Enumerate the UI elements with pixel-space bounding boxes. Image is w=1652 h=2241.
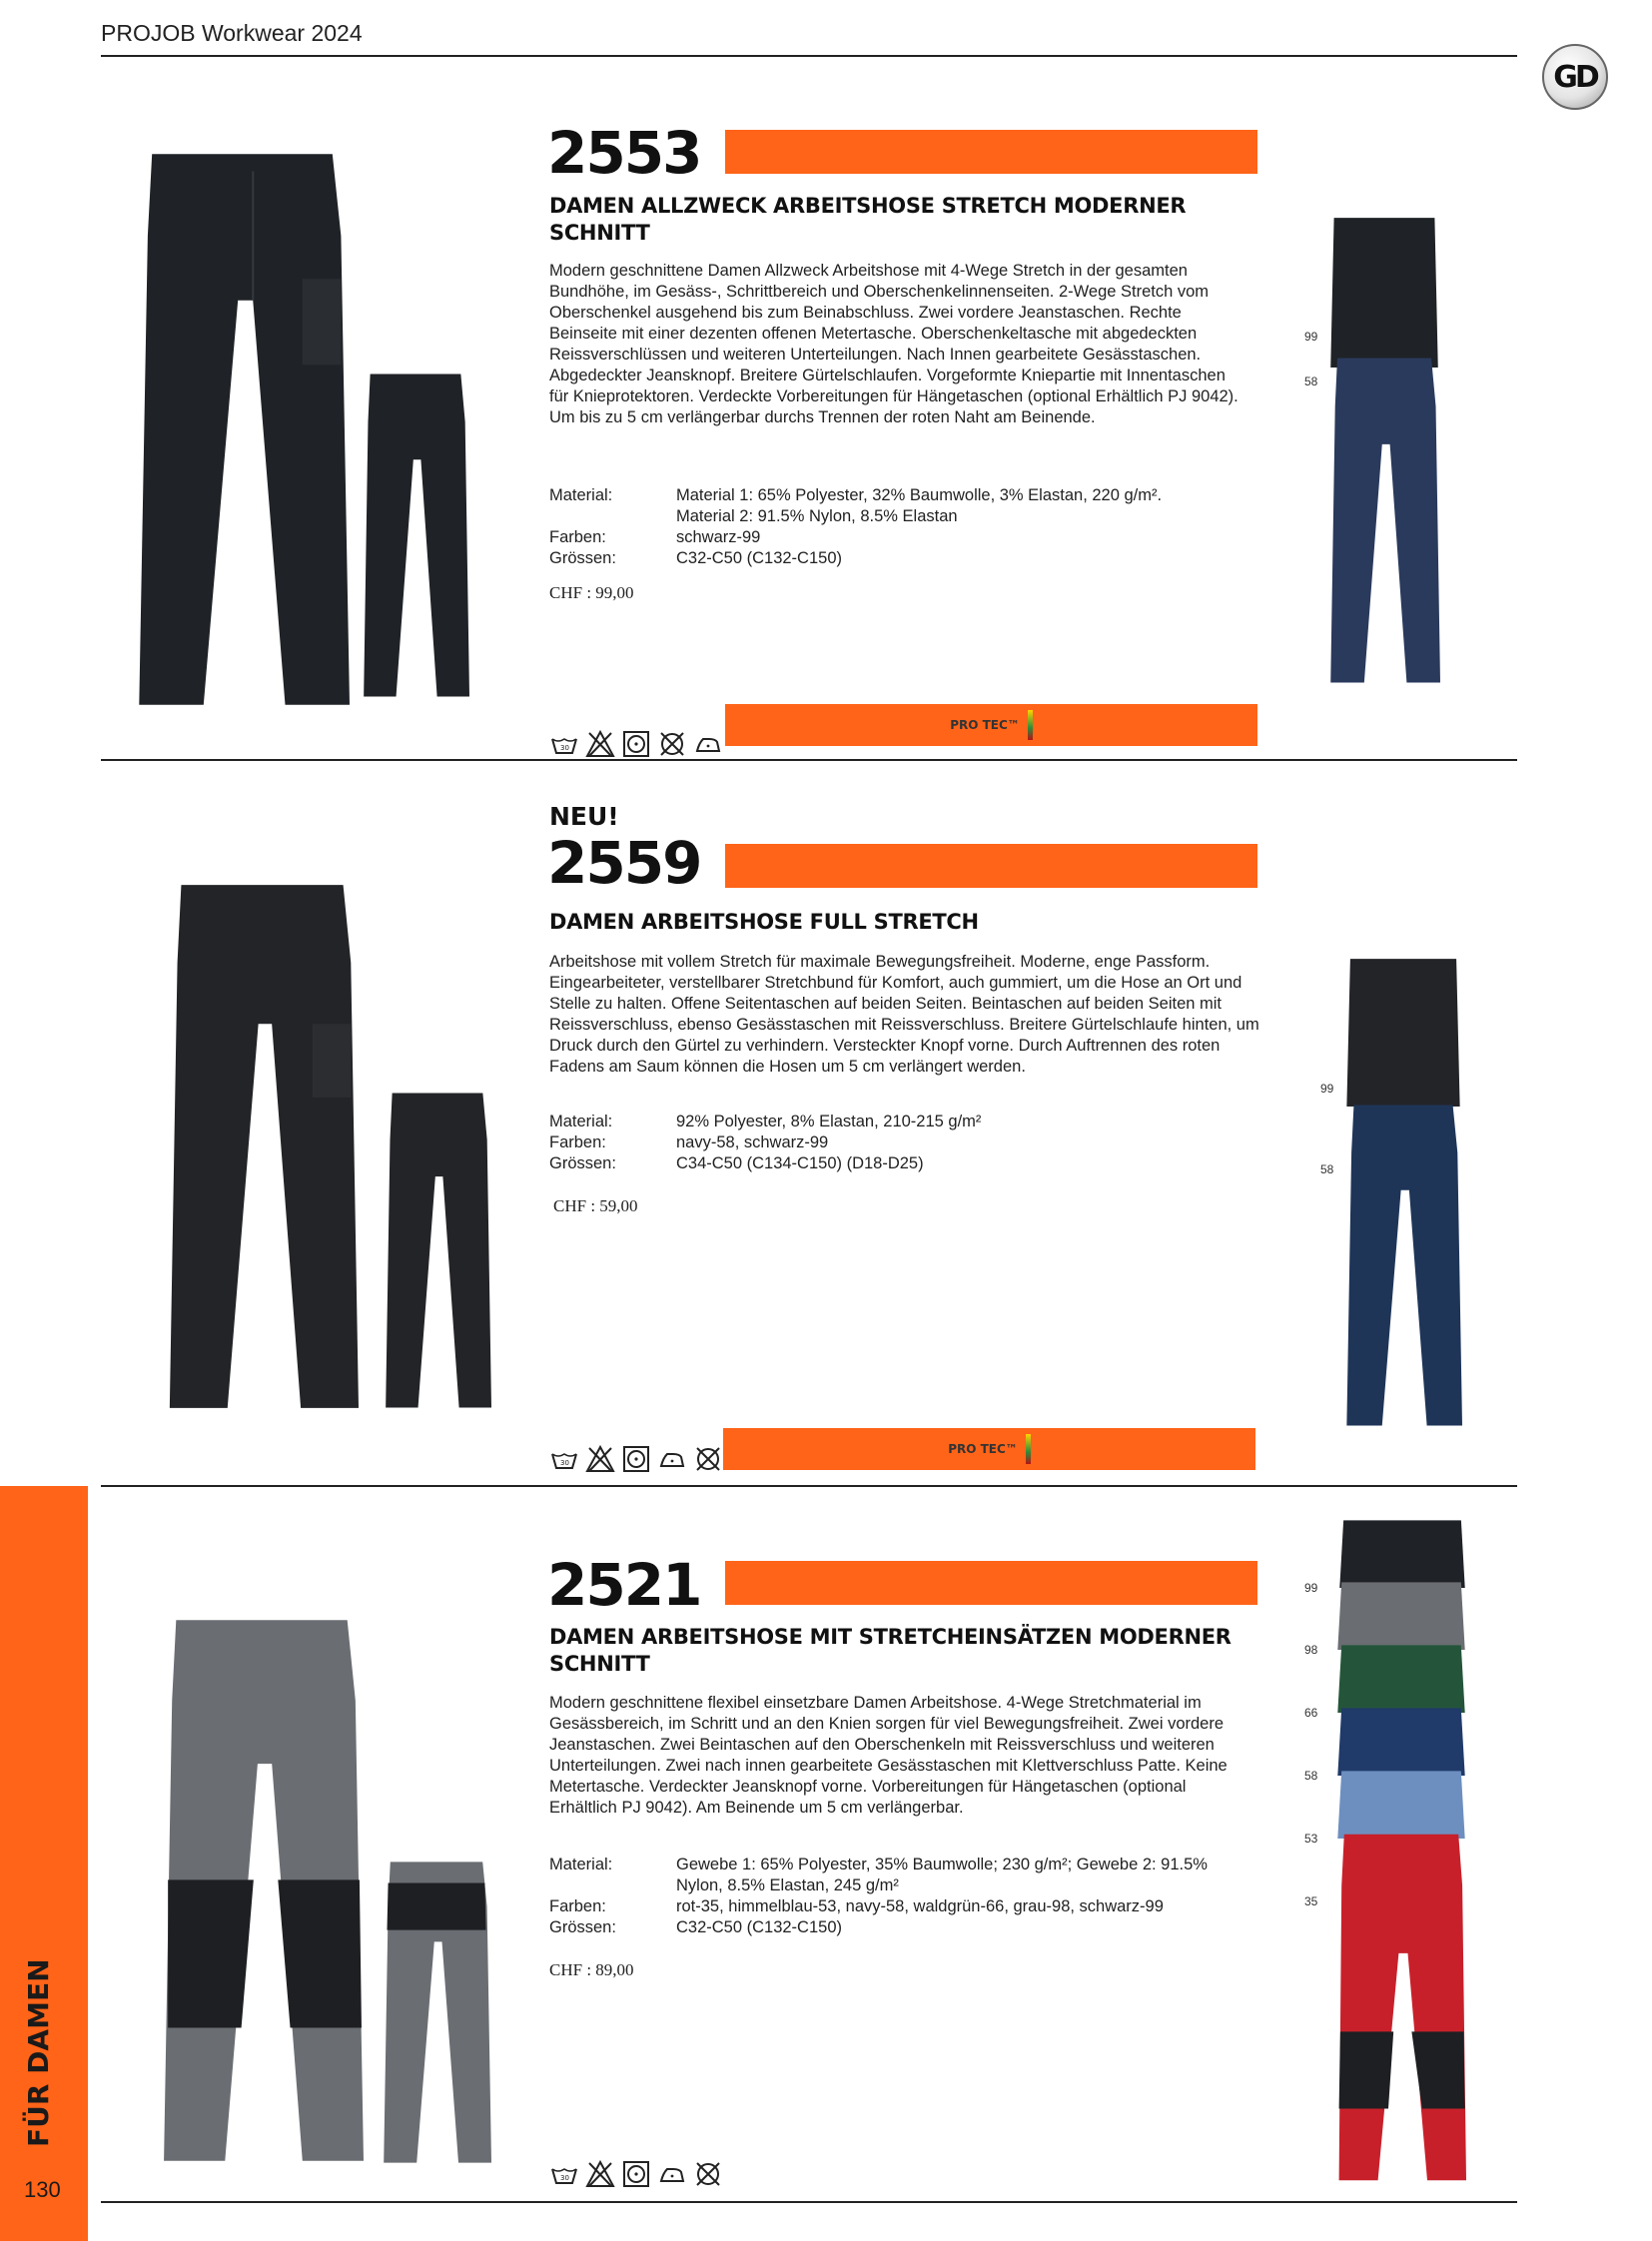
- spec-value: Material 1: 65% Polyester, 32% Baumwolle, 3% Elastan, 220 g/m².: [676, 486, 1163, 504]
- spec-row: [549, 485, 1236, 506]
- spec-row: [549, 1132, 1236, 1153]
- svg-text:30: 30: [560, 2174, 569, 2182]
- brand-logo: [1542, 44, 1608, 110]
- protec-brand-bar: [723, 1428, 1255, 1470]
- product-title: DAMEN ALLZWECK ARBEITSHOSE STRETCH MODERNER SCHNITT: [549, 194, 1187, 245]
- swatch-pant-skyblue: [1336, 1769, 1466, 1839]
- product-specs: [549, 1112, 1236, 1174]
- product-number-bar: [725, 844, 1257, 888]
- color-code: 99: [1304, 330, 1318, 344]
- brand-mark-icon: [1026, 1434, 1031, 1464]
- color-code: 98: [1304, 1643, 1318, 1657]
- spec-label: Farben:: [549, 1897, 606, 1915]
- spec-row: [549, 1153, 1236, 1174]
- spec-label: Farben:: [549, 1133, 606, 1151]
- logo-text: GD: [1553, 59, 1597, 95]
- color-code: 35: [1304, 1894, 1318, 1908]
- header-title: PROJOB Workwear 2024: [101, 20, 363, 46]
- wash-30-icon: [549, 2159, 579, 2189]
- spec-row: [549, 1896, 1236, 1917]
- spec-value: Gewebe 1: 65% Polyester, 35% Baumwolle; 230 g/m²; Gewebe 2: 91.5% Nylon, 8.5% Elastan, 245 g/m²: [676, 1856, 1208, 1894]
- swatch-pant-grey: [1336, 1580, 1466, 1650]
- section-divider: [101, 1485, 1517, 1487]
- spec-row: [549, 1855, 1236, 1896]
- spec-value: C32-C50 (C132-C150): [676, 1918, 842, 1936]
- iron-icon: [657, 1444, 687, 1474]
- spec-value: 92% Polyester, 8% Elastan, 210-215 g/m²: [676, 1113, 982, 1130]
- swatch-pant-navy: [1328, 356, 1440, 685]
- tumble-dry-icon: [621, 729, 651, 759]
- spec-row: [549, 1112, 1236, 1132]
- color-code: 53: [1304, 1832, 1318, 1846]
- product-description: Modern geschnittene flexibel einsetzbare Damen Arbeitshose. 4-Wege Stretchmaterial im Gesässbereich, im Schritt und an den Knien sorgen für viel Bewegungsfreiheit. Zwei vordere Jeanstaschen. Zwei Beintaschen auf den Oberschenkeln mit Reissverschluss und weiteren Unterteilungen. Zwei nach innen gearbeitete Gesässtaschen mit Klettverschluss Patte. Keine Metertasche. Verdeckter Jeansknopf vorne. Vorbereitungen für Hängetaschen (optional Erhältlich PJ 9042). Am Beinende um 5 cm verlängerbar.: [549, 1694, 1228, 1817]
- color-code: 66: [1304, 1706, 1318, 1720]
- new-badge: NEU!: [549, 802, 619, 831]
- brand-label: PRO TEC™: [950, 718, 1020, 732]
- spec-label: [549, 506, 676, 527]
- spec-row: [549, 1917, 1236, 1938]
- product-image-back: [362, 372, 469, 699]
- product-price: CHF : 59,00: [553, 1196, 638, 1215]
- wash-30-icon: [549, 1444, 579, 1474]
- iron-icon: [657, 2159, 687, 2189]
- spec-row: [549, 506, 1236, 527]
- product-description: Modern geschnittene Damen Allzweck Arbeitshose mit 4-Wege Stretch in der gesamten Bundhöhe, im Gesäss-, Schrittbereich und Oberschenkelinnenseiten. 2-Wege Stretch vom Oberschenkel ausgehend bis zum Beinabschluss. Zwei vordere Jeanstaschen. Rechte Beinseite mit einer dezenten offenen Metertasche. Oberschenkeltasche mit abgedeckten Reissverschlüssen und weiteren Unterteilungen. Nach Innen gearbeitete Gesässtaschen. Abgedeckter Jeansknopf. Breitere Gürtelschlaufen. Vorgeformte Kniepartie mit Innentaschen für Knieprotektoren. Verdeckte Vorbereitungen für Hängetaschen (optional Erhältlich PJ 9042). Um bis zu 5 cm verlängerbar durchs Trennen der roten Naht am Beinende.: [549, 262, 1239, 426]
- product-specs: [549, 1855, 1236, 1938]
- spec-value: navy-58, schwarz-99: [676, 1133, 829, 1151]
- product-image-front: [135, 150, 350, 709]
- product-number-bar: [725, 1561, 1257, 1605]
- no-bleach-icon: [585, 2159, 615, 2189]
- no-tumble-dry-icon: [657, 729, 687, 759]
- protec-brand-bar: [725, 704, 1257, 746]
- category-label: FÜR DAMEN: [22, 1958, 55, 2147]
- swatch-pant-red: [1336, 1832, 1466, 2183]
- swatch-pant-green: [1336, 1643, 1466, 1713]
- color-code: 99: [1304, 1581, 1318, 1595]
- no-bleach-icon: [585, 1444, 615, 1474]
- color-code: 58: [1320, 1162, 1334, 1176]
- spec-label: Grössen:: [549, 1918, 616, 1936]
- spec-label: Material:: [549, 1856, 613, 1873]
- product-price: CHF : 89,00: [549, 1960, 634, 1979]
- spec-value: schwarz-99: [676, 528, 761, 546]
- spec-label: Material:: [549, 486, 613, 504]
- product-image-front: [160, 1616, 364, 2165]
- section-divider: [101, 759, 1517, 761]
- brand-label: PRO TEC™: [948, 1442, 1018, 1456]
- spec-value: Material 2: 91.5% Nylon, 8.5% Elastan: [676, 507, 958, 525]
- no-dry-clean-icon: [693, 2159, 723, 2189]
- color-code: 99: [1320, 1082, 1334, 1096]
- product-image-front: [166, 881, 359, 1412]
- product-specs: [549, 485, 1236, 569]
- product-number: 2553: [547, 119, 701, 187]
- color-code: 58: [1304, 374, 1318, 388]
- product-number-bar: [725, 130, 1257, 174]
- spec-row: [549, 548, 1236, 569]
- wash-30-icon: [549, 729, 579, 759]
- product-description: Arbeitshose mit vollem Stretch für maximale Bewegungsfreiheit. Moderne, enge Passform. Eingearbeiteter, verstellbarer Stretchbund für Komfort, auch gummiert, um die Hose an Ort und Stelle zu halten. Offene Seitentaschen auf beiden Seiten. Beintaschen auf beiden Seiten mit Reissverschluss, ebenso Gesässtaschen mit Reissverschluss. Breitere Gürtelschlaufe hinten, um Druck durch den Gürtel zu verhindern. Versteckter Knopf vorne. Durch Auftrennen des roten Fadens am Saum können die Hosen um 5 cm verlängert werden.: [549, 953, 1259, 1076]
- spec-label: Grössen:: [549, 549, 616, 567]
- svg-text:30: 30: [560, 1459, 569, 1467]
- spec-label: Farben:: [549, 528, 606, 546]
- no-dry-clean-icon: [693, 1444, 723, 1474]
- swatch-pant-navy: [1336, 1706, 1466, 1776]
- section-divider: [101, 2201, 1517, 2203]
- color-code: 58: [1304, 1769, 1318, 1783]
- care-icons: [549, 1444, 723, 1474]
- tumble-dry-icon: [621, 2159, 651, 2189]
- spec-value: rot-35, himmelblau-53, navy-58, waldgrün-66, grau-98, schwarz-99: [676, 1897, 1164, 1915]
- product-number: 2521: [547, 1551, 701, 1619]
- no-bleach-icon: [585, 729, 615, 759]
- spec-label: Grössen:: [549, 1154, 616, 1172]
- swatch-pant-black: [1344, 957, 1462, 1107]
- spec-label: Material:: [549, 1113, 613, 1130]
- spec-row: [549, 527, 1236, 548]
- iron-icon: [693, 729, 723, 759]
- swatch-pant-navy: [1344, 1103, 1462, 1428]
- product-number: 2559: [547, 829, 701, 897]
- brand-mark-icon: [1028, 710, 1033, 740]
- header-divider: [101, 55, 1517, 57]
- svg-text:30: 30: [560, 744, 569, 752]
- swatch-pant-black: [1338, 1518, 1466, 1588]
- spec-value: C32-C50 (C132-C150): [676, 549, 842, 567]
- swatch-pant-black: [1328, 216, 1440, 368]
- page-number: 130: [24, 2177, 61, 2202]
- product-image-back: [384, 1091, 491, 1410]
- product-price: CHF : 99,00: [549, 583, 634, 602]
- product-image-back: [382, 1860, 491, 2165]
- product-title: DAMEN ARBEITSHOSE FULL STRETCH: [549, 910, 979, 934]
- product-title: DAMEN ARBEITSHOSE MIT STRETCHEINSÄTZEN MODERNER SCHNITT: [549, 1625, 1232, 1676]
- tumble-dry-icon: [621, 1444, 651, 1474]
- care-icons: [549, 729, 723, 759]
- spec-value: C34-C50 (C134-C150) (D18-D25): [676, 1154, 924, 1172]
- care-icons: [549, 2159, 723, 2189]
